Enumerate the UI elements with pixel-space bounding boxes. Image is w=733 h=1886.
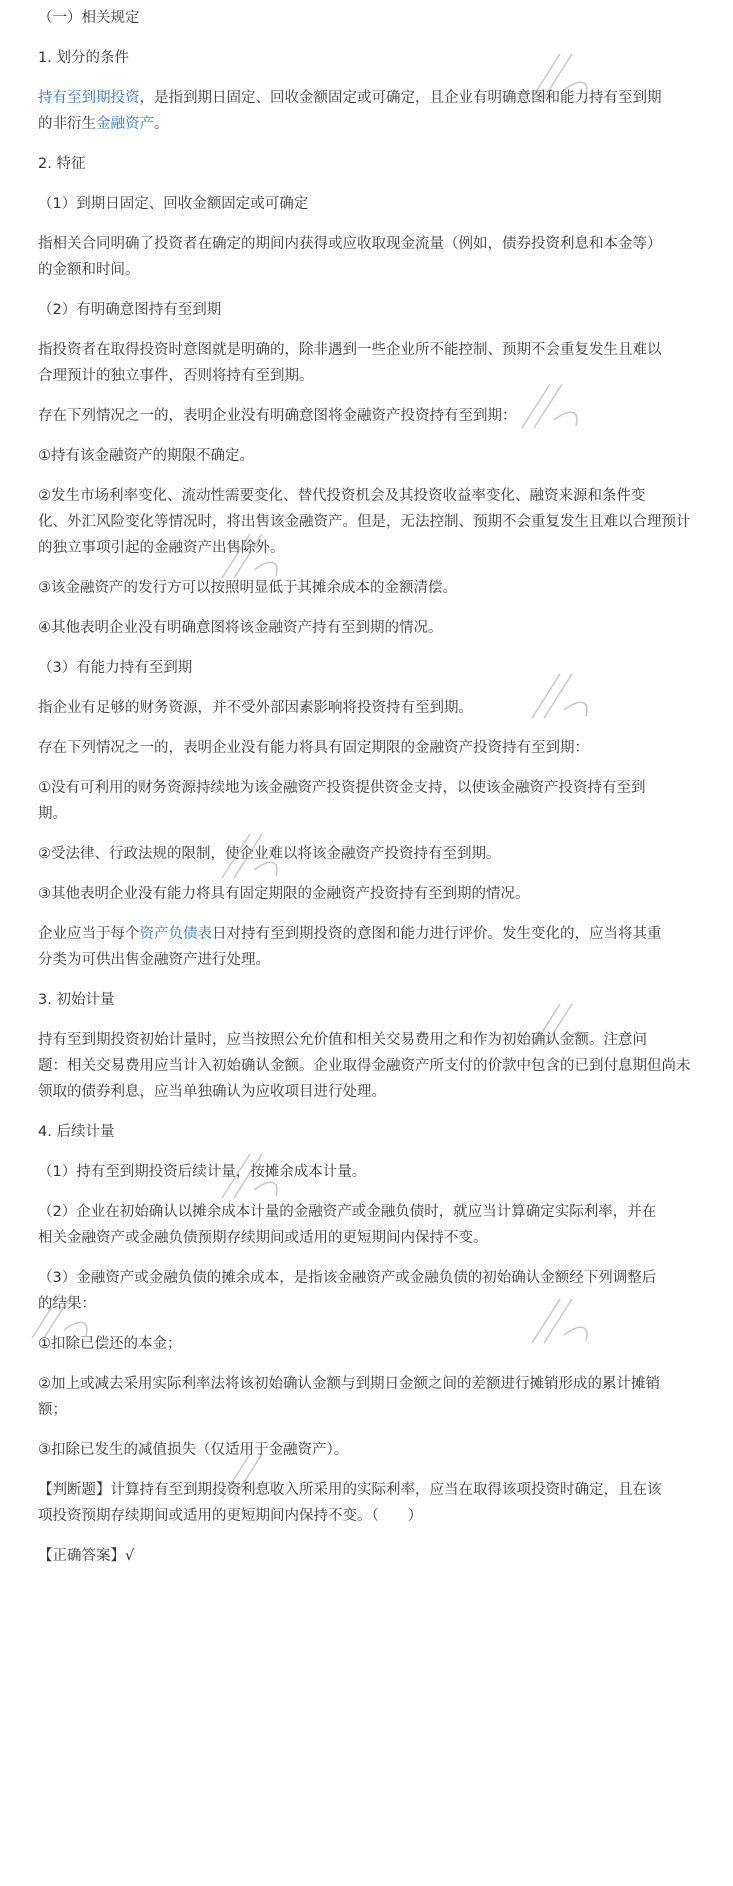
subheading-conditions: 1. 划分的条件 [38, 50, 129, 66]
list-item-continued: 期。 [38, 806, 67, 822]
list-item: ②加上或减去采用实际利率法将该初始确认金额与到期日金额之间的差额进行摊销形成的累计摊销 [38, 1376, 660, 1392]
paragraph-line: 指相关合同明确了投资者在确定的期间内获得或应收取现金流量（例如，债券投资利息和本金等） [38, 236, 662, 252]
subheading-initial-measurement: 3. 初始计量 [38, 992, 115, 1008]
paragraph-line: 指企业有足够的财务资源，并不受外部因素影响将投资持有至到期。 [38, 700, 473, 716]
paragraph-line: 持有至到期投资初始计量时，应当按照公允价值和相关交易费用之和作为初始确认金额。注意问 [38, 1032, 647, 1048]
paragraph-text: 企业应当于每个 [38, 926, 140, 942]
paragraph-line: 的金额和时间。 [38, 262, 140, 278]
paragraph-line: （3）金融资产或金融负债的摊余成本，是指该金融资产或金融负债的初始确认金额经下列调整后 [38, 1270, 657, 1286]
paragraph-line: 的结果： [38, 1296, 96, 1312]
list-item-continued: 额； [38, 1402, 67, 1418]
link-financial-assets[interactable]: 金融资产 [96, 116, 154, 132]
list-item: ③该金融资产的发行方可以按照明显低于其摊余成本的金额清偿。 [38, 580, 457, 596]
list-item: ③其他表明企业没有能力将具有固定期限的金融资产投资持有至到期的情况。 [38, 886, 530, 902]
list-item: ②受法律、行政法规的限制，使企业难以将该金融资产投资持有至到期。 [38, 846, 501, 862]
watermark-icon [520, 1285, 610, 1355]
paragraph-line: （1）持有至到期投资后续计量，按摊余成本计量。 [38, 1164, 367, 1180]
paragraph-text: ，是指到期日固定、回收金额固定或可确定，且企业有明确意图和能力持有至到期 [139, 90, 662, 106]
subheading-features: 2. 特征 [38, 156, 86, 172]
paragraph-line: 分类为可供出售金融资产进行处理。 [38, 952, 270, 968]
link-held-to-maturity[interactable]: 持有至到期投资 [38, 90, 140, 106]
paragraph-line [38, 114, 169, 134]
question-line: 【判断题】计算持有至到期投资利息收入所采用的实际利率，应当在取得该项投资时确定，且在该 [38, 1482, 662, 1498]
watermark-icon [210, 820, 300, 890]
list-item-continued: 化、外汇风险变化等情况时，将出售该金融资产。但是，无法控制、预期不会重复发生且难以合理预计 [38, 514, 691, 530]
paragraph-text: 日对持有至到期投资的意图和能力进行评价。发生变化的，应当将其重 [212, 926, 662, 942]
subheading-item-1: （1）到期日固定、回收金额固定或可确定 [38, 196, 309, 212]
list-item: ③扣除已发生的减值损失（仅适用于金融资产）。 [38, 1442, 349, 1458]
subheading-subsequent-measurement: 4. 后续计量 [38, 1124, 115, 1140]
paragraph-text: 。 [154, 116, 169, 132]
paragraph-line: 指投资者在取得投资时意图就是明确的，除非遇到一些企业所不能控制、预期不会重复发生且难以 [38, 342, 662, 358]
watermark-icon [510, 370, 600, 440]
watermark-icon [210, 1140, 300, 1210]
list-item: ①扣除已偿还的本金； [38, 1336, 182, 1352]
link-balance-sheet[interactable]: 资产负债表 [139, 926, 212, 942]
watermark-icon [520, 990, 610, 1060]
paragraph-line: 存在下列情况之一的，表明企业没有能力将具有固定期限的金融资产投资持有至到期： [38, 740, 589, 756]
subheading-item-2: （2）有明确意图持有至到期 [38, 302, 222, 318]
watermark-icon [210, 520, 300, 590]
paragraph-line: （2）企业在初始确认以摊余成本计量的金融资产或金融负债时，就应当计算确定实际利率，并在 [38, 1204, 657, 1220]
paragraph-line: 存在下列情况之一的，表明企业没有明确意图将金融资产投资持有至到期： [38, 408, 517, 424]
paragraph-text: 的非衍生 [38, 116, 96, 132]
list-item: ①持有该金融资产的期限不确定。 [38, 448, 254, 464]
list-item: ①没有可利用的财务资源持续地为该金融资产投资提供资金支持，以使该金融资产投资持有至到 [38, 780, 646, 796]
watermark-icon [20, 1280, 110, 1350]
watermark-icon [520, 40, 610, 110]
list-item: ④其他表明企业没有明确意图将该金融资产持有至到期的情况。 [38, 620, 443, 636]
watermark-icon [520, 660, 610, 730]
answer-line: 【正确答案】√ [38, 1548, 135, 1564]
watermark-icon [210, 1440, 300, 1510]
paragraph-line: 相关金融资产或金融负债预期存续期间或适用的更短期间内保持不变。 [38, 1230, 488, 1246]
paragraph-line [38, 924, 662, 944]
list-item: ②发生市场利率变化、流动性需要变化、替代投资机会及其投资收益率变化、融资来源和条件变 [38, 488, 646, 504]
subheading-item-3: （3）有能力持有至到期 [38, 660, 193, 676]
section-heading: （一）相关规定 [38, 10, 140, 26]
paragraph-line: 题：相关交易费用应当计入初始确认金额。企业取得金融资产所支付的价款中包含的已到付息期但尚未 [38, 1058, 691, 1074]
question-line: 项投资预期存续期间或适用的更短期间内保持不变。（ ） [38, 1508, 423, 1524]
paragraph-line: 领取的债券利息，应当单独确认为应收项目进行处理。 [38, 1084, 386, 1100]
paragraph-line: 合理预计的独立事件，否则将持有至到期。 [38, 368, 314, 384]
list-item-continued: 的独立事项引起的金融资产出售除外。 [38, 540, 285, 556]
